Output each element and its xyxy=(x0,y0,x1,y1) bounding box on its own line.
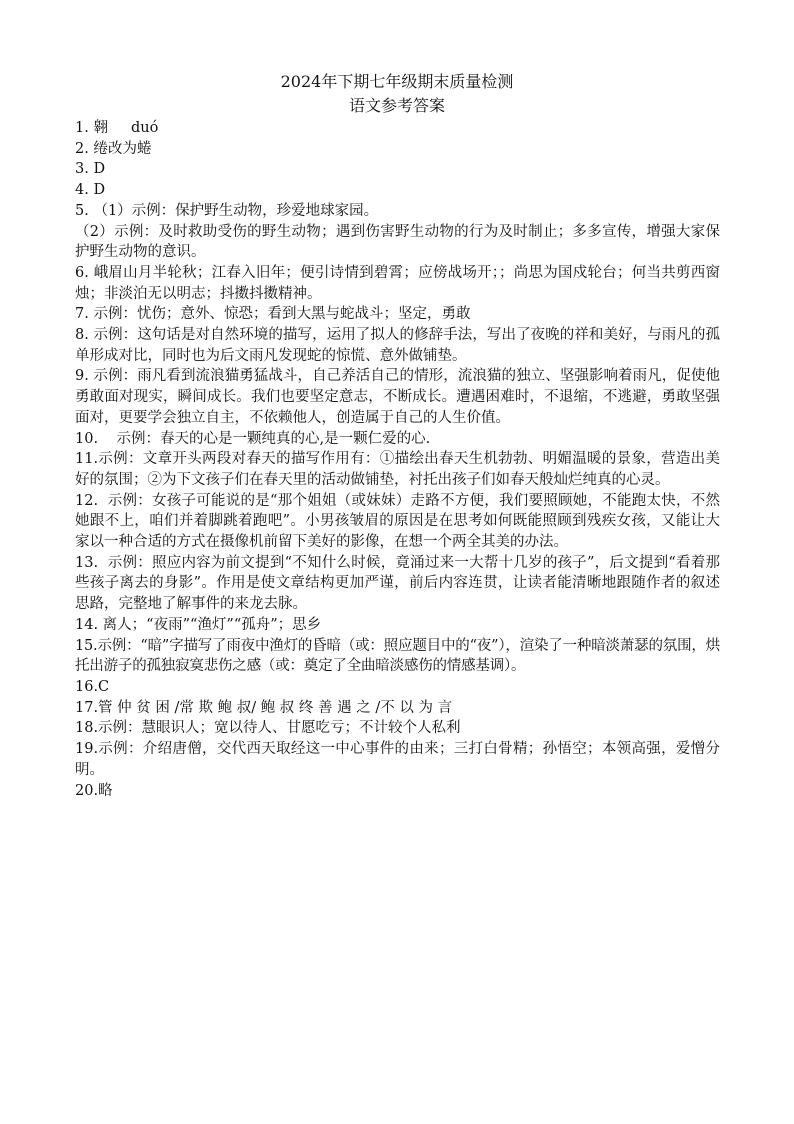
answer-item-20: 20.略 xyxy=(75,782,113,799)
answer-item-13: 13. 示例：照应内容为前文提到“不知什么时候，竟涌过来一大帮十几岁的孩子”，后文提到“看着那些孩子离去的身影”。作用是使文章结构更加严谨，前后内容连贯，让读者能清晰地跟随作者的叙述思路，完整地了解事件的来龙去脉。 xyxy=(75,554,720,613)
answer-item-11: 11.示例：文章开头两段对春天的描写作用有：①描绘出春天生机勃勃、明媚温暖的景象，营造出美好的氛围；②为下文孩子们在春天里的活动做铺垫，衬托出孩子们如春天般灿烂纯真的心灵。 xyxy=(75,451,720,488)
answer-item-5-part-2: （2）示例：及时救助受伤的野生动物；遇到伤害野生动物的行为及时制止；多多宣传，增强大家保护野生动物的意识。 xyxy=(75,223,720,261)
answer-item-19: 19.示例：介绍唐僧，交代西天取经这一中心事件的由来；三打白骨精；孙悟空；本领高强，爱憎分明。 xyxy=(75,741,720,778)
title-block xyxy=(0,70,794,118)
answer-item-8: 8. 示例：这句话是对自然环境的描写，运用了拟人的修辞手法，写出了夜晚的祥和美好，与雨凡的孤单形成对比，同时也为后文雨凡发现蛇的惊慌、意外做铺垫。 xyxy=(75,327,720,364)
answer-item-15: 15.示例：“暗”字描写了雨夜中渔灯的昏暗（或：照应题目中的“夜”），渲染了一种暗淡萧瑟的氛围，烘托出游子的孤独寂寞悲伤之感（或：奠定了全曲暗淡感伤的情感基调）。 xyxy=(75,637,720,675)
answer-item-3: 3. D xyxy=(75,161,106,178)
answer-item-14: 14. 离人；“夜雨”“渔灯”“孤舟”；思乡 xyxy=(75,616,322,633)
answer-item-2: 2. 绻改为蜷 xyxy=(75,140,152,157)
answer-item-5-part-1: 5. （1）示例：保护野生动物，珍爱地球家园。 xyxy=(75,202,379,219)
page-title: 2024年下期七年级期末质量检测 xyxy=(280,72,514,91)
answer-item-12: 12. 示例：女孩子可能说的是“那个姐姐（或妹妹）走路不方便，我们要照顾她，不能跑太快，不然她跟不上，咱们并着脚跳着跑吧”。小男孩皱眉的原因是在思考如何既能照顾到残疾女孩，又能让大家以一种合适的方式在摄像机前留下美好的影像，在想一个两全其美的办法。 xyxy=(75,492,720,551)
answer-item-10: 10. 示例：春天的心是一颗纯真的心,是一颗仁爱的心. xyxy=(75,430,431,447)
page-subtitle: 语文参考答案 xyxy=(348,96,445,115)
answer-list xyxy=(75,118,720,801)
answer-item-4: 4. D xyxy=(75,182,106,199)
answer-item-17: 17.管 仲 贫 困 /常 欺 鲍 叔/ 鲍 叔 终 善 遇 之 /不 以 为 言 xyxy=(75,699,453,716)
answer-item-1: 1. 翱 duó xyxy=(75,120,159,136)
answer-item-18: 18.示例：慧眼识人；宽以待人、甘愿吃亏；不计较个人私利 xyxy=(75,720,461,737)
answer-item-6: 6. 峨眉山月半轮秋；江春入旧年；便引诗情到碧霄；应傍战场开；；尚思为国戍轮台；何当共剪西窗烛；非淡泊无以明志；抖擞抖擞精神。 xyxy=(75,264,720,302)
answer-item-7: 7. 示例：忧伤；意外、惊恐；看到大黑与蛇战斗；坚定，勇敢 xyxy=(75,306,471,323)
answer-item-16: 16.C xyxy=(75,678,110,695)
answer-item-9: 9. 示例：雨凡看到流浪猫勇猛战斗，自己养活自己的情形，流浪猫的独立、坚强影响着雨凡，促使他勇敢面对现实，瞬间成长。我们也要坚定意志，不断成长。遭遇困难时，不退缩，不逃避，勇敢坚强面对，更要学会独立自主，不依赖他人，创造属于自己的人生价值。 xyxy=(75,368,720,426)
